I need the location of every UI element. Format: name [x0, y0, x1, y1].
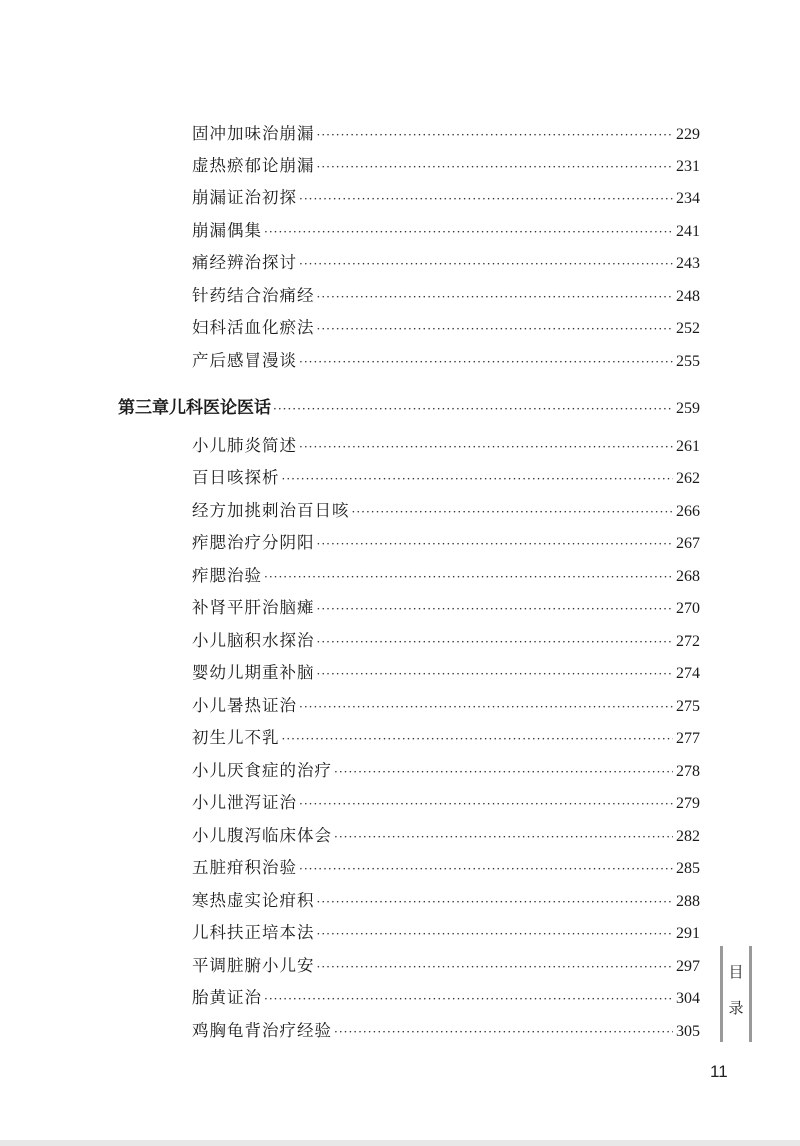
dot-leader	[317, 890, 674, 914]
chapter-heading[interactable]	[118, 396, 700, 420]
entry-page-number: 241	[676, 223, 700, 240]
toc-entry[interactable]	[192, 122, 700, 146]
page-number: 11	[710, 1062, 728, 1081]
entry-title: 崩漏证治初探	[192, 188, 297, 207]
chapter-label: 第三章	[118, 398, 169, 418]
entry-page-number: 305	[676, 1023, 700, 1040]
dot-leader	[317, 630, 674, 654]
dot-leader	[317, 532, 674, 556]
toc-entry[interactable]	[192, 564, 700, 588]
entry-title: 百日咳探析	[192, 468, 280, 487]
toc-entry[interactable]	[192, 186, 700, 210]
chapter-title: 儿科医论医话	[169, 398, 271, 418]
entry-title: 小儿腹泻临床体会	[192, 826, 332, 845]
entry-title: 小儿厌食症的治疗	[192, 761, 332, 780]
toc-entry[interactable]	[192, 596, 700, 620]
entry-page-number: 304	[676, 990, 700, 1007]
entry-page-number: 288	[676, 893, 700, 910]
chapter-page-number: 259	[676, 400, 700, 417]
dot-leader	[282, 727, 674, 751]
entry-page-number: 277	[676, 730, 700, 747]
entry-title: 痄腮治验	[192, 566, 262, 585]
section-thumb-tab	[720, 946, 752, 1042]
dot-leader	[299, 252, 673, 276]
entry-title: 鸡胸龟背治疗经验	[192, 1021, 332, 1040]
entry-page-number: 262	[676, 470, 700, 487]
toc-entry[interactable]	[192, 251, 700, 275]
dot-leader	[273, 397, 673, 421]
toc-entry[interactable]	[192, 284, 700, 308]
dot-leader	[299, 792, 673, 816]
toc-entry[interactable]	[192, 986, 700, 1010]
tab-char-lu: 录	[728, 999, 744, 1017]
entry-title: 虚热瘀郁论崩漏	[192, 156, 315, 175]
dot-leader	[317, 285, 674, 309]
toc-entry[interactable]	[192, 466, 700, 490]
dot-leader	[317, 123, 674, 147]
entry-page-number: 278	[676, 763, 700, 780]
entry-title: 小儿肺炎简述	[192, 436, 297, 455]
dot-leader	[264, 565, 673, 589]
dot-leader	[299, 695, 673, 719]
entry-page-number: 266	[676, 503, 700, 520]
toc-entry[interactable]	[192, 349, 700, 373]
entry-title: 平调脏腑小儿安	[192, 956, 315, 975]
dot-leader	[264, 987, 673, 1011]
entry-title: 胎黄证治	[192, 988, 262, 1007]
entry-title: 固冲加味治崩漏	[192, 124, 315, 143]
entry-title: 补肾平肝治脑瘫	[192, 598, 315, 617]
dot-leader	[317, 922, 674, 946]
toc-entry[interactable]	[192, 629, 700, 653]
entry-title: 初生儿不乳	[192, 728, 280, 747]
entry-page-number: 252	[676, 320, 700, 337]
entry-page-number: 255	[676, 353, 700, 370]
toc-entry[interactable]	[192, 759, 700, 783]
dot-leader	[264, 220, 673, 244]
entry-page-number: 231	[676, 158, 700, 175]
entry-page-number: 234	[676, 190, 700, 207]
entry-title: 儿科扶正培本法	[192, 923, 315, 942]
entry-title: 小儿暑热证治	[192, 696, 297, 715]
entry-title: 婴幼儿期重补脑	[192, 663, 315, 682]
entry-title: 痄腮治疗分阴阳	[192, 533, 315, 552]
entry-page-number: 261	[676, 438, 700, 455]
dot-leader	[334, 760, 673, 784]
entry-title: 妇科活血化瘀法	[192, 318, 315, 337]
dot-leader	[299, 187, 673, 211]
toc-entry[interactable]	[192, 694, 700, 718]
entry-page-number: 274	[676, 665, 700, 682]
toc-entry[interactable]	[192, 921, 700, 945]
entry-title: 经方加挑刺治百日咳	[192, 501, 350, 520]
toc-entry[interactable]	[192, 434, 700, 458]
entry-page-number: 267	[676, 535, 700, 552]
entry-page-number: 282	[676, 828, 700, 845]
entry-page-number: 297	[676, 958, 700, 975]
entry-title: 针药结合治痛经	[192, 286, 315, 305]
entry-page-number: 248	[676, 288, 700, 305]
tab-char-mu: 目	[728, 963, 744, 981]
entry-page-number: 272	[676, 633, 700, 650]
dot-leader	[317, 955, 674, 979]
entry-page-number: 291	[676, 925, 700, 942]
dot-leader	[317, 155, 674, 179]
dot-leader	[317, 662, 674, 686]
entry-title: 崩漏偶集	[192, 221, 262, 240]
entry-page-number: 229	[676, 126, 700, 143]
toc-entry[interactable]	[192, 531, 700, 555]
entry-title: 小儿脑积水探治	[192, 631, 315, 650]
toc-entry[interactable]	[192, 1019, 700, 1043]
toc-entry[interactable]	[192, 889, 700, 913]
dot-leader	[334, 825, 673, 849]
entry-title: 产后感冒漫谈	[192, 351, 297, 370]
dot-leader	[317, 317, 674, 341]
dot-leader	[299, 435, 673, 459]
entry-title: 寒热虚实论疳积	[192, 891, 315, 910]
dot-leader	[317, 597, 674, 621]
toc-entry[interactable]	[192, 954, 700, 978]
entry-title: 小儿泄泻证治	[192, 793, 297, 812]
toc-entry[interactable]	[192, 824, 700, 848]
toc-entry[interactable]	[192, 791, 700, 815]
entry-title: 五脏疳积治验	[192, 858, 297, 877]
dot-leader	[299, 857, 673, 881]
toc-entry[interactable]	[192, 154, 700, 178]
entry-page-number: 268	[676, 568, 700, 585]
toc-entry[interactable]	[192, 856, 700, 880]
dot-leader	[282, 467, 674, 491]
toc-entry[interactable]	[192, 726, 700, 750]
entry-page-number: 279	[676, 795, 700, 812]
toc-entry[interactable]	[192, 661, 700, 685]
dot-leader	[334, 1020, 673, 1044]
dot-leader	[299, 350, 673, 374]
entry-page-number: 243	[676, 255, 700, 272]
entry-page-number: 275	[676, 698, 700, 715]
entry-page-number: 285	[676, 860, 700, 877]
toc-entry[interactable]	[192, 219, 700, 243]
toc-entry[interactable]	[192, 499, 700, 523]
entry-page-number: 270	[676, 600, 700, 617]
dot-leader	[352, 500, 674, 524]
page-edge-band	[0, 1140, 800, 1146]
toc-entry[interactable]	[192, 316, 700, 340]
entry-title: 痛经辨治探讨	[192, 253, 297, 272]
